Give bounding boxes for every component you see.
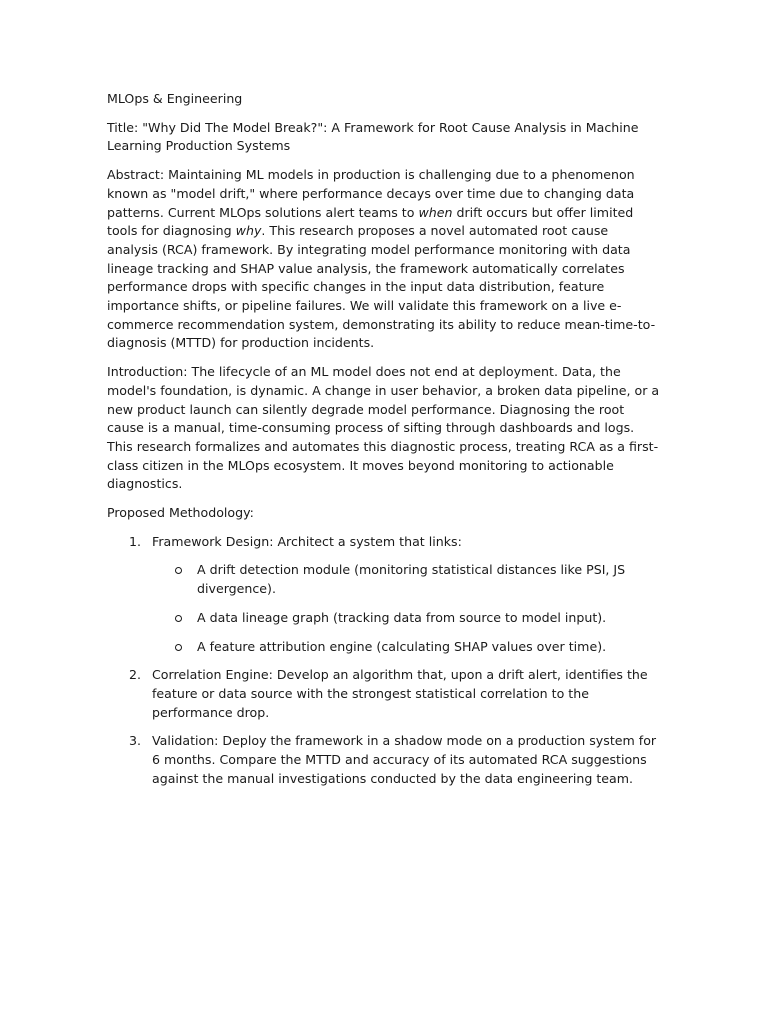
sub-item-text: A drift detection module (monitoring statistical distances like PSI, JS divergence). bbox=[197, 562, 626, 597]
document-title: Title: "Why Did The Model Break?": A Framework for Root Cause Analysis in Machine Learning Production Systems bbox=[107, 119, 639, 154]
sub-list bbox=[152, 561, 663, 656]
sub-list-item bbox=[152, 638, 663, 657]
document-body bbox=[107, 90, 663, 799]
abstract-text-3: . This research proposes a novel automated root cause analysis (RCA) framework. By integrating model performance monitoring with data lineage tracking and SHAP value analysis, the framework automatically correlates performance drops with specific changes in the input data distribution, feature importance shifts, or pipeline failures. We will validate this framework on a live e-commerce recommendation system, demonstrating its ability to reduce mean-time-to-diagnosis (MTTD) for production incidents. bbox=[107, 223, 656, 351]
abstract-text-2: drift occurs but offer limited tools for diagnosing bbox=[107, 204, 634, 239]
step-number: 3. bbox=[129, 733, 142, 749]
sub-item-text: A feature attribution engine (calculating SHAP values over time). bbox=[197, 638, 607, 654]
methodology-list bbox=[107, 533, 663, 789]
category-label: MLOps & Engineering bbox=[107, 91, 243, 106]
introduction-paragraph: Introduction: The lifecycle of an ML model does not end at deployment. Data, the model's foundation, is dynamic. A change in user behavior, a broken data pipeline, or a new product launch can silently degrade model performance. Diagnosing the root cause is a manual, time-consuming process of sifting through dashboards and logs. This research formalizes and automates this diagnostic process, treating RCA as a first-class citizen in the MLOps ecosystem. It moves beyond monitoring to actionable diagnostics. bbox=[107, 364, 660, 492]
step-text: Correlation Engine: Develop an algorithm that, upon a drift alert, identifies the feature or data source with the strongest statistical correlation to the performance drop. bbox=[152, 667, 648, 720]
sub-list-item bbox=[152, 561, 663, 598]
methodology-heading: Proposed Methodology: bbox=[107, 505, 254, 521]
abstract-emphasis-why: why bbox=[235, 223, 262, 239]
abstract-text-1: Abstract: Maintaining ML models in production is challenging due to a phenomenon known as "model drift," where performance decays over time due to changing data patterns. Current MLOps solutions alert teams to bbox=[107, 167, 635, 220]
step-text: Validation: Deploy the framework in a shadow mode on a production system for 6 months. Compare the MTTD and accuracy of its automated RCA suggestions against the manual investigations conducted by the data engineering team. bbox=[152, 733, 657, 786]
step-number: 1. bbox=[129, 533, 142, 549]
step-number: 2. bbox=[129, 667, 142, 683]
abstract-emphasis-when: when bbox=[418, 204, 453, 220]
abstract-paragraph bbox=[107, 166, 663, 353]
methodology-step bbox=[107, 533, 663, 657]
sub-item-text: A data lineage graph (tracking data from source to model input). bbox=[197, 609, 607, 625]
methodology-step bbox=[107, 666, 663, 722]
step-text: Framework Design: Architect a system that links: bbox=[152, 533, 462, 549]
hollow-bullet-icon bbox=[175, 615, 182, 622]
hollow-bullet-icon bbox=[175, 567, 182, 574]
sub-list-item bbox=[152, 609, 663, 628]
methodology-step bbox=[107, 732, 663, 788]
hollow-bullet-icon bbox=[175, 644, 182, 651]
